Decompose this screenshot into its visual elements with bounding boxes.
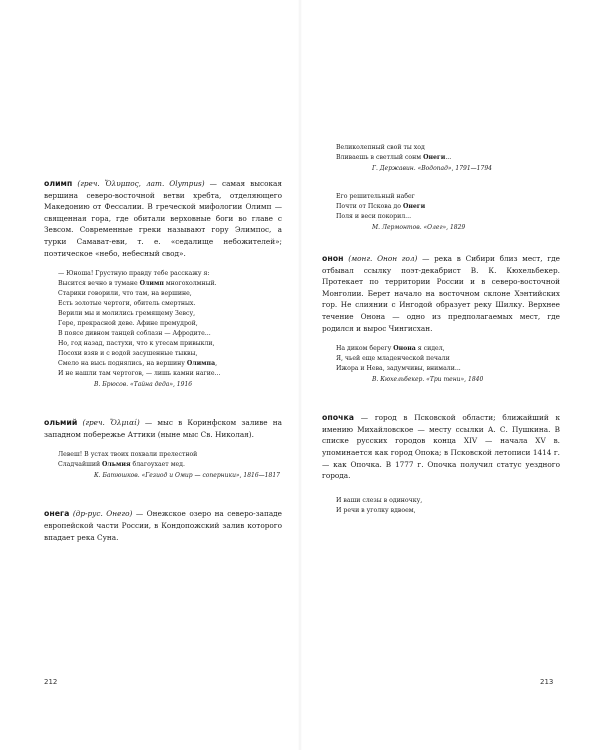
quote-keyword: Ольмия: [102, 461, 131, 469]
quote-block: [336, 344, 560, 385]
quote-attribution: М. Лермонтов. «Олег», 1829: [372, 224, 466, 231]
page-number-left: 212: [44, 678, 58, 686]
quote-keyword: Олимпа: [186, 360, 216, 368]
quote-block: [58, 450, 282, 481]
quote-line: В поясе дивном танцей соблазн — Афродите...: [58, 330, 211, 338]
page-number-right: 213: [540, 678, 554, 686]
quote-attribution: К. Батюшков. «Гезиод и Омир — соперники», 1816—1817: [94, 472, 280, 480]
quote-text: Вливаешь в светлый сонм: [336, 154, 424, 161]
quote-block: [336, 192, 560, 233]
quote-attribution: В. Кюхельбекер. «Три тени», 1840: [372, 376, 484, 384]
quote-line: Гере, прекрасной деве. Афине премудрой,: [58, 320, 198, 328]
entry-opochka: [322, 412, 560, 482]
entry-etymology: (монг. Онон гол): [348, 254, 418, 263]
quote-text: ,: [215, 360, 218, 368]
entry-headword: опочка: [322, 413, 355, 423]
entry-olmiy: [44, 417, 282, 440]
quote-line: Но, год назад, пастухи, что к утесам привыкли,: [58, 340, 215, 348]
entry-definition: — река в Сибири близ мест, где отбывал ссылку поэт-декабрист В. К. Кюхельбекер. Протекает по территории России и в северо-восточной Монголии. Берет начало на восточном склоне Хэнтийских гор. Не слиянии с Ингодой образует реку Шилку. Верхнее течение Онона — одно из предполагаемых мест, где родился и вырос Чингисхан.: [322, 254, 560, 333]
quote-line: Есть золотые чертоги, обитель смертных.: [58, 300, 196, 308]
quote-line: Я, чьей еще младенческой печали: [336, 355, 450, 363]
quote-keyword: Онона: [393, 345, 416, 353]
quote-block: [336, 496, 560, 516]
quote-keyword: Онеги: [402, 203, 426, 210]
quote-line: [336, 202, 560, 212]
quote-line: Его решительный набег: [336, 193, 415, 200]
entry-definition: — мыс в Коринфском заливе на западном побережье Аттики (ныне мыс Св. Николая).: [44, 418, 282, 439]
quote-text: Почти от Пскова до: [336, 203, 403, 210]
quote-text: я сидел,: [415, 345, 445, 353]
quote-text: Сладчайший: [58, 461, 103, 469]
quote-text: благоухает мед.: [130, 461, 185, 469]
quote-line: [58, 460, 282, 470]
quote-line: И не нашли там чертогов, — лишь камни нагие...: [58, 370, 221, 378]
quote-text: Смело на высь поднялись, на вершину: [58, 360, 187, 368]
quote-block: [336, 143, 560, 174]
entry-definition: — самая высокая вершина северо-восточной ветви хребта, отделяющего Македонию от Фессалии. В греческой мифологии Олимп — священная гора, где обитали верховные боги во главе с Зевсом. Современные греки называют гору Элимпос, а турки Самават-еви, т. е. «седалище небожителей»; поэтическое «небо, небесный свод».: [44, 179, 282, 258]
entry-headword: ольмий: [44, 418, 78, 428]
entry-etymology: (греч. Ὄλμιαί): [82, 418, 140, 428]
entry-headword: олимп: [44, 179, 73, 188]
entry-etymology: (др-рус. Онего): [72, 509, 133, 519]
quote-block: [58, 269, 282, 390]
quote-attribution: В. Брюсов. «Тайна деда», 1916: [94, 381, 193, 389]
entry-etymology: (греч. Ὄλυμπος, лат. Olympus): [77, 179, 205, 188]
entry-definition: — Онежское озеро на северо-западе европейской части России, в Кондопожский залив которого впадает река Суна.: [44, 509, 282, 542]
entry-olimp: [44, 178, 282, 259]
quote-line: — Юноша! Грустную правду тебе расскажу я:: [58, 270, 210, 278]
quote-line: [336, 153, 560, 163]
quote-line: [58, 359, 282, 369]
quote-text: ...: [445, 154, 452, 161]
quote-line: Великолепный свой ты ход: [336, 144, 425, 151]
quote-line: Ижора и Нева, задумчивы, внимали...: [336, 365, 461, 373]
quote-attribution: Г. Державин. «Водопад», 1791—1794: [372, 165, 492, 172]
entry-onon: [322, 253, 560, 334]
quote-line: Поля и веси покорил...: [336, 213, 412, 220]
quote-text: многохолмный.: [163, 280, 217, 288]
entry-definition: — город в Псковской области; ближайший к имению Михайловское — месту ссылки А. С. Пушкина. В списке русских городов конца XIV — начала XV в. упоминается как город Опока; в Псковской летописи 1414 г. — как Опочка. В 1777 г. Опочка получил статус уездного города.: [322, 413, 560, 481]
quote-line: Левеш! В устах твоих похвали прелестной: [58, 451, 198, 459]
quote-line: [58, 279, 282, 289]
entry-headword: онега: [44, 509, 70, 519]
quote-keyword: Олимп: [139, 280, 164, 288]
quote-text: На диком берегу: [336, 345, 394, 353]
quote-line: И речи в уголку вдвоем,: [336, 506, 416, 514]
quote-keyword: Онеги: [423, 154, 446, 161]
left-page-text: [44, 178, 282, 543]
entry-onega: [44, 508, 282, 543]
quote-text: Высится вечно в тумане: [58, 280, 140, 288]
right-page-text: [322, 143, 560, 516]
quote-line: И ваши слезы в одиночку,: [336, 496, 423, 504]
quote-line: [336, 344, 560, 354]
quote-line: Верили мы и молились гремящему Зевсу,: [58, 310, 196, 318]
entry-headword: онон: [322, 254, 344, 263]
quote-line: Старики говорили, что там, на вершине,: [58, 290, 192, 298]
quote-line: Посохи взяв и с водой засушенные тыквы,: [58, 350, 198, 358]
